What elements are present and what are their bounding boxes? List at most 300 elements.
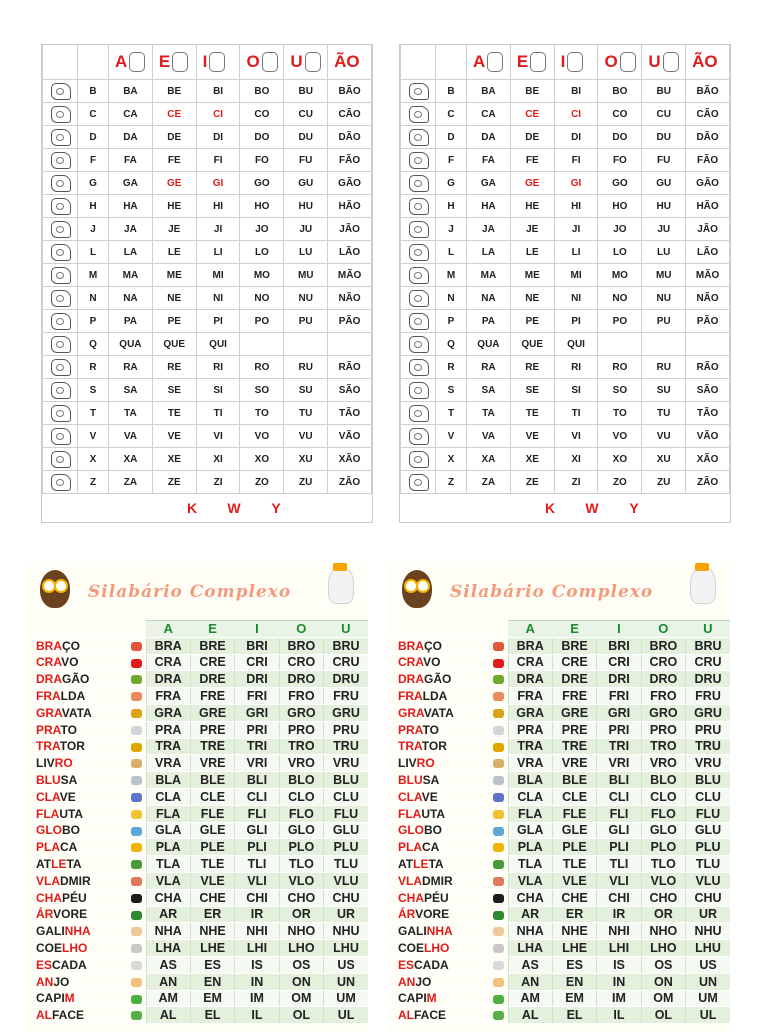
- object-drawing-icon: [409, 175, 429, 192]
- word-picture-icon: [493, 726, 504, 735]
- cluster-syllable-cell: NHA: [508, 923, 552, 940]
- cluster-syllable-cell: OM: [641, 990, 685, 1007]
- cluster-row: [388, 788, 730, 805]
- syllable-cell: RO: [598, 356, 642, 379]
- syllable-cell: FÃO: [686, 149, 730, 172]
- syllable-cell: PA: [109, 310, 153, 333]
- word-part: COE: [36, 941, 63, 956]
- word-picture-icon: [493, 860, 504, 869]
- word-part: GLO: [398, 823, 424, 838]
- syllable-cell: ME: [510, 264, 554, 287]
- row-picture: [401, 80, 436, 103]
- object-drawing-icon: [409, 405, 429, 422]
- cluster-syllable-cell: TRE: [552, 738, 596, 755]
- syllable-cell: NO: [240, 287, 284, 310]
- syllable-cell: LA: [467, 241, 511, 264]
- cluster-syllable-cell: GLO: [641, 822, 685, 839]
- syllable-row: [43, 356, 372, 379]
- cluster-syllable-cell: GLO: [279, 822, 323, 839]
- cluster-syllable-cell: VRA: [146, 755, 190, 772]
- cluster-syllable-cell: DRI: [597, 671, 641, 688]
- cluster-syllable-cell: LHE: [552, 940, 596, 957]
- cluster-syllable-cell: PLA: [508, 839, 552, 856]
- row-picture: [401, 402, 436, 425]
- cluster-syllable-cell: ER: [552, 906, 596, 923]
- cluster-syllable-cell: CLI: [235, 788, 279, 805]
- row-picture: [43, 241, 78, 264]
- consonant-label: Q: [436, 333, 467, 356]
- syllable-cell: NE: [152, 287, 196, 310]
- object-drawing-icon: [409, 313, 429, 330]
- word-picture-icon: [131, 894, 142, 903]
- word-part: VO: [423, 655, 441, 670]
- cluster-syllable-cell: AN: [146, 973, 190, 990]
- word-part: VLA: [398, 873, 422, 888]
- cluster-syllable-cell: UN: [324, 973, 368, 990]
- syllable-cell: QUE: [152, 333, 196, 356]
- word-part: GALI: [398, 924, 427, 939]
- syllable-cell: BU: [642, 80, 686, 103]
- cluster-syllable-cell: AR: [508, 906, 552, 923]
- example-word: [26, 872, 128, 889]
- cluster-syllable-cell: DRI: [235, 671, 279, 688]
- word-part: SA: [60, 773, 78, 788]
- example-word: [26, 755, 128, 772]
- row-picture: [401, 218, 436, 241]
- cluster-syllable-cell: AS: [146, 956, 190, 973]
- object-drawing-icon: [51, 451, 71, 468]
- syllable-cell: MU: [284, 264, 328, 287]
- row-picture: [401, 379, 436, 402]
- syllable-cell: LA: [109, 241, 153, 264]
- row-picture: [43, 379, 78, 402]
- word-picture-icon: [493, 642, 504, 651]
- cluster-row: [388, 822, 730, 839]
- cluster-syllable-cell: FRI: [235, 688, 279, 705]
- cluster-row: [388, 940, 730, 957]
- cluster-row: [388, 906, 730, 923]
- syllable-table: [400, 45, 730, 522]
- cluster-syllable-cell: LHI: [597, 940, 641, 957]
- cluster-syllable-cell: CRE: [190, 654, 234, 671]
- cluster-syllable-cell: GLE: [552, 822, 596, 839]
- cluster-row: [26, 839, 368, 856]
- example-word: [26, 940, 128, 957]
- cluster-syllable-cell: IN: [597, 973, 641, 990]
- cluster-syllable-cell: FRU: [686, 688, 730, 705]
- extra-letter: Y: [629, 500, 639, 516]
- cluster-syllable-cell: OR: [279, 906, 323, 923]
- cluster-syllable-cell: CRU: [686, 654, 730, 671]
- syllable-cell: RA: [109, 356, 153, 379]
- word-part: CLA: [398, 789, 422, 804]
- syllable-cell: GI: [196, 172, 240, 195]
- cluster-syllable-cell: CLU: [686, 788, 730, 805]
- cluster-syllable-cell: CRI: [235, 654, 279, 671]
- cluster-syllable-cell: BLO: [279, 772, 323, 789]
- object-drawing-icon: [409, 428, 429, 445]
- syllable-row: [43, 471, 372, 494]
- vowel-header: I: [235, 621, 279, 638]
- syllable-cell: ZE: [510, 471, 554, 494]
- cluster-row: [388, 973, 730, 990]
- cluster-row: [26, 688, 368, 705]
- word-picture-icon: [493, 978, 504, 987]
- cluster-syllable-cell: DRA: [508, 671, 552, 688]
- cluster-syllable-cell: AL: [508, 1007, 552, 1024]
- syllable-cell: VU: [642, 425, 686, 448]
- cluster-syllable-cell: EL: [552, 1007, 596, 1024]
- word-picture-icon: [131, 827, 142, 836]
- cluster-row: [26, 856, 368, 873]
- cluster-syllable-cell: BLA: [508, 772, 552, 789]
- word-part: LIV: [36, 756, 55, 771]
- cluster-syllable-cell: PLA: [146, 839, 190, 856]
- example-word: [26, 923, 128, 940]
- example-word: [26, 822, 128, 839]
- word-picture-icon: [493, 692, 504, 701]
- header-blank: [401, 45, 436, 80]
- syllable-cell: ZO: [598, 471, 642, 494]
- syllable-cell: CO: [598, 103, 642, 126]
- word-picture-icon: [131, 709, 142, 718]
- cluster-syllable-cell: FRI: [597, 688, 641, 705]
- vowel-picture-icon: [129, 52, 145, 72]
- consonant-label: T: [78, 402, 109, 425]
- word-picture: [490, 788, 508, 805]
- word-picture-icon: [131, 659, 142, 668]
- word-picture: [128, 872, 146, 889]
- cluster-syllable-cell: IL: [597, 1007, 641, 1024]
- object-drawing-icon: [409, 152, 429, 169]
- cluster-syllable-cell: VLE: [552, 872, 596, 889]
- word-picture: [490, 889, 508, 906]
- syllable-cell: BE: [152, 80, 196, 103]
- syllable-cell: ZA: [109, 471, 153, 494]
- consonant-label: M: [78, 264, 109, 287]
- cluster-syllable-cell: VLI: [235, 872, 279, 889]
- syllable-cell: LO: [598, 241, 642, 264]
- syllable-row: [43, 287, 372, 310]
- syllable-cell: TA: [109, 402, 153, 425]
- example-word: [388, 772, 490, 789]
- vowel-header: [152, 45, 196, 80]
- object-drawing-icon: [409, 198, 429, 215]
- vowel-header: U: [324, 621, 368, 638]
- syllable-cell: CE: [152, 103, 196, 126]
- word-picture: [128, 704, 146, 721]
- word-part: FACE: [414, 1008, 447, 1023]
- cluster-syllable-cell: BRI: [597, 637, 641, 654]
- syllable-row: [43, 241, 372, 264]
- syllable-cell: SU: [642, 379, 686, 402]
- syllable-cell: SO: [240, 379, 284, 402]
- cluster-syllable-cell: LHO: [641, 940, 685, 957]
- word-picture: [490, 940, 508, 957]
- vowel-header: I: [597, 621, 641, 638]
- cluster-syllable-cell: TRU: [686, 738, 730, 755]
- syllable-cell: NA: [467, 287, 511, 310]
- word-picture-icon: [493, 877, 504, 886]
- word-picture-icon: [131, 927, 142, 936]
- cluster-syllable-cell: NHO: [279, 923, 323, 940]
- example-word: [26, 973, 128, 990]
- cluster-syllable-cell: TRA: [146, 738, 190, 755]
- syllable-cell: PI: [554, 310, 598, 333]
- example-word: [26, 906, 128, 923]
- syllable-cell: XI: [196, 448, 240, 471]
- vowel-header-row: [43, 45, 372, 80]
- cluster-syllable-cell: FLA: [146, 805, 190, 822]
- syllable-row: [401, 103, 730, 126]
- word-part: BO: [62, 823, 80, 838]
- vowel-picture-icon: [567, 52, 583, 72]
- extra-letter: K: [186, 500, 198, 516]
- extra-letters: [401, 494, 730, 523]
- owl-teacher-icon: [40, 570, 70, 608]
- object-drawing-icon: [51, 106, 71, 123]
- consonant-label: R: [78, 356, 109, 379]
- syllable-cell: LU: [284, 241, 328, 264]
- cluster-syllable-cell: PLI: [235, 839, 279, 856]
- word-part: TO: [60, 722, 77, 737]
- cluster-syllable-cell: CLA: [146, 788, 190, 805]
- syllable-row: [401, 287, 730, 310]
- consonant-label: X: [78, 448, 109, 471]
- syllable-row: [401, 402, 730, 425]
- syllable-cell: XE: [510, 448, 554, 471]
- cluster-syllable-cell: ON: [279, 973, 323, 990]
- syllable-cell: SA: [467, 379, 511, 402]
- cluster-syllable-cell: DRO: [641, 671, 685, 688]
- row-picture: [401, 356, 436, 379]
- word-picture-icon: [131, 743, 142, 752]
- example-word: [388, 923, 490, 940]
- vowel-label: U: [648, 51, 661, 71]
- cluster-row: [388, 872, 730, 889]
- cluster-syllable-cell: NHE: [552, 923, 596, 940]
- vowel-label: I: [560, 51, 566, 71]
- row-picture: [43, 195, 78, 218]
- cluster-syllable-cell: BLE: [552, 772, 596, 789]
- cluster-syllable-cell: DRA: [146, 671, 190, 688]
- example-word: [388, 822, 490, 839]
- word-picture: [490, 704, 508, 721]
- cluster-syllable-cell: VLI: [597, 872, 641, 889]
- object-drawing-icon: [51, 405, 71, 422]
- syllable-row: [43, 80, 372, 103]
- syllable-cell: TE: [510, 402, 554, 425]
- word-picture-icon: [493, 927, 504, 936]
- example-word: [388, 704, 490, 721]
- cluster-syllable-cell: CRA: [146, 654, 190, 671]
- cluster-row: [388, 637, 730, 654]
- syllable-cell: JU: [642, 218, 686, 241]
- row-picture: [43, 356, 78, 379]
- cat-magician-icon: [690, 568, 716, 604]
- header-blank: [436, 45, 467, 80]
- word-part: GRA: [398, 705, 424, 720]
- cluster-row: [388, 839, 730, 856]
- extra-letter: W: [585, 500, 599, 516]
- cluster-syllable-cell: DRE: [190, 671, 234, 688]
- extra-letters: [43, 494, 372, 523]
- vowel-label: I: [202, 51, 208, 71]
- cluster-row: [388, 721, 730, 738]
- row-picture: [401, 287, 436, 310]
- word-part: LE: [51, 857, 67, 872]
- syllable-cell: NÃO: [686, 287, 730, 310]
- vowel-header: [467, 45, 511, 80]
- word-picture: [128, 671, 146, 688]
- word-picture-icon: [493, 827, 504, 836]
- syllable-cell: DA: [467, 126, 511, 149]
- row-picture: [43, 425, 78, 448]
- syllable-cell: DI: [196, 126, 240, 149]
- example-word: [26, 956, 128, 973]
- word-part: PLA: [36, 840, 60, 855]
- cluster-syllable-cell: TRA: [508, 738, 552, 755]
- syllable-cell: GA: [109, 172, 153, 195]
- syllable-cell: MA: [109, 264, 153, 287]
- word-part: GÃO: [424, 672, 452, 687]
- object-drawing-icon: [51, 175, 71, 192]
- syllable-cell: PÃO: [328, 310, 372, 333]
- cluster-syllable-cell: LHI: [235, 940, 279, 957]
- cluster-syllable-cell: UM: [686, 990, 730, 1007]
- cluster-syllable-cell: PLO: [279, 839, 323, 856]
- consonant-label: B: [436, 80, 467, 103]
- syllable-cell: DÃO: [328, 126, 372, 149]
- cluster-syllable-cell: FRE: [190, 688, 234, 705]
- syllable-cell: XO: [240, 448, 284, 471]
- word-picture: [490, 822, 508, 839]
- consonant-label: D: [436, 126, 467, 149]
- word-picture: [490, 839, 508, 856]
- object-drawing-icon: [409, 451, 429, 468]
- syllable-cell: SO: [598, 379, 642, 402]
- consonant-label: G: [436, 172, 467, 195]
- syllable-row: [43, 195, 372, 218]
- example-word: [388, 688, 490, 705]
- cluster-syllable-cell: EM: [552, 990, 596, 1007]
- syllable-cell: NÃO: [328, 287, 372, 310]
- syllable-row: [43, 264, 372, 287]
- row-picture: [43, 471, 78, 494]
- word-picture-icon: [131, 692, 142, 701]
- word-part: PÉU: [62, 890, 87, 905]
- cluster-row: [388, 856, 730, 873]
- vowel-picture-icon: [209, 52, 225, 72]
- cluster-syllable-cell: IM: [235, 990, 279, 1007]
- cluster-syllable-cell: VLO: [279, 872, 323, 889]
- syllable-cell: ZÃO: [328, 471, 372, 494]
- extra-letter: W: [227, 500, 241, 516]
- consonant-label: L: [78, 241, 109, 264]
- syllable-cell: GO: [240, 172, 284, 195]
- cluster-syllable-cell: FLE: [552, 805, 596, 822]
- word-part: NHA: [64, 924, 91, 939]
- word-picture: [490, 772, 508, 789]
- syllable-cell: FE: [152, 149, 196, 172]
- syllable-cell: BU: [284, 80, 328, 103]
- word-part: RO: [54, 756, 73, 771]
- cluster-syllable-cell: GRO: [279, 704, 323, 721]
- word-part: CA: [60, 840, 78, 855]
- object-drawing-icon: [409, 106, 429, 123]
- word-picture: [128, 956, 146, 973]
- syllable-cell: HA: [467, 195, 511, 218]
- syllable-cell: PÃO: [686, 310, 730, 333]
- syllable-cell: DE: [152, 126, 196, 149]
- cluster-row: [26, 704, 368, 721]
- row-picture: [401, 172, 436, 195]
- cluster-syllable-cell: TRO: [641, 738, 685, 755]
- cluster-syllable-cell: GRO: [641, 704, 685, 721]
- cluster-syllable-cell: CHA: [508, 889, 552, 906]
- syllable-cell: FÃO: [328, 149, 372, 172]
- word-part: ÇO: [424, 638, 442, 653]
- syllable-cell: VÃO: [686, 425, 730, 448]
- cluster-syllable-cell: FLE: [190, 805, 234, 822]
- syllable-cell: HU: [642, 195, 686, 218]
- cluster-syllable-cell: GLU: [686, 822, 730, 839]
- cluster-syllable-cell: LHA: [146, 940, 190, 957]
- syllable-cell: TE: [152, 402, 196, 425]
- word-part: ÇO: [62, 638, 80, 653]
- syllable-cell: VÃO: [328, 425, 372, 448]
- cluster-syllable-cell: CHI: [235, 889, 279, 906]
- complex-table: [26, 620, 368, 1024]
- example-word: [26, 772, 128, 789]
- syllable-cell: FI: [554, 149, 598, 172]
- syllable-cell: MO: [240, 264, 284, 287]
- vowel-label: A: [115, 51, 128, 71]
- word-picture: [490, 671, 508, 688]
- consonant-label: H: [436, 195, 467, 218]
- syllable-cell: FA: [467, 149, 511, 172]
- word-part: LDA: [60, 689, 86, 704]
- syllable-cell: CE: [510, 103, 554, 126]
- syllable-cell: GÃO: [328, 172, 372, 195]
- cluster-syllable-cell: FRU: [324, 688, 368, 705]
- syllable-cell: HI: [554, 195, 598, 218]
- syllable-cell: MÃO: [328, 264, 372, 287]
- cluster-row: [388, 990, 730, 1007]
- cluster-syllable-cell: TRI: [235, 738, 279, 755]
- syllable-cell: VE: [510, 425, 554, 448]
- cluster-syllable-cell: IS: [235, 956, 279, 973]
- vowel-label: ÃO: [334, 52, 360, 71]
- syllable-cell: GU: [284, 172, 328, 195]
- row-picture: [401, 333, 436, 356]
- cluster-syllable-cell: CLO: [279, 788, 323, 805]
- cluster-syllable-cell: VRE: [190, 755, 234, 772]
- word-part: ÁR: [36, 907, 54, 922]
- syllable-row: [401, 471, 730, 494]
- cluster-syllable-cell: BRA: [508, 637, 552, 654]
- cluster-syllable-cell: ES: [190, 956, 234, 973]
- cluster-row: [26, 738, 368, 755]
- word-picture-icon: [493, 944, 504, 953]
- syllable-cell: HO: [240, 195, 284, 218]
- cluster-syllable-cell: UM: [324, 990, 368, 1007]
- object-drawing-icon: [51, 152, 71, 169]
- syllable-cell: MÃO: [686, 264, 730, 287]
- vowel-header: [642, 45, 686, 80]
- word-picture-icon: [131, 759, 142, 768]
- header-blank: [128, 621, 146, 638]
